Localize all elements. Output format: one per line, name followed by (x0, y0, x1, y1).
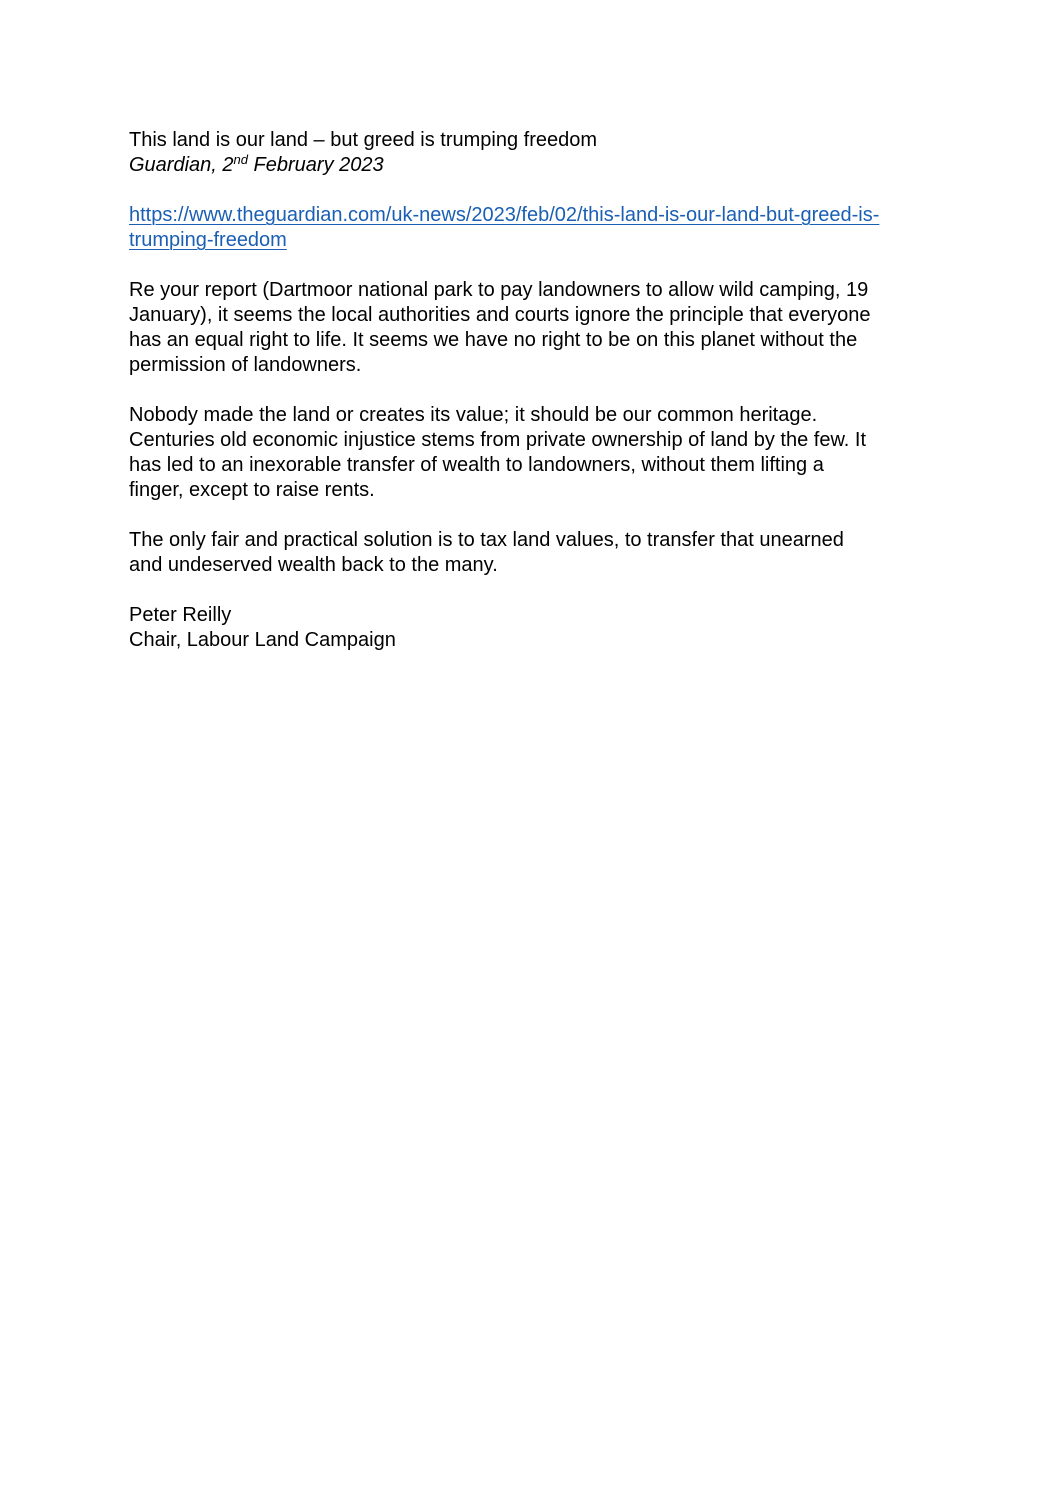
source-suffix: February 2023 (247, 154, 384, 176)
article-link[interactable] (129, 203, 939, 253)
article-title: This land is our land – but greed is trumping freedom (129, 129, 598, 151)
paragraph-line: Nobody made the land or creates its value; it should be our common heritage. (129, 404, 818, 426)
paragraph-line: has an equal right to life. It seems we have no right to be on this planet without the (129, 329, 858, 351)
article-link-line-2: trumping-freedom (129, 229, 287, 251)
signature-block (129, 603, 939, 653)
paragraph-line: Re your report (Dartmoor national park to pay landowners to allow wild camping, 19 (129, 279, 869, 301)
source-superscript: nd (233, 152, 248, 167)
spacer (129, 578, 939, 603)
paragraph-3 (129, 528, 939, 578)
article-source (129, 153, 939, 178)
source-prefix: Guardian, 2 (129, 154, 234, 176)
spacer (129, 253, 939, 278)
spacer (129, 178, 939, 203)
paragraph-line: January), it seems the local authorities and courts ignore the principle that everyone (129, 304, 871, 326)
paragraph-line: permission of landowners. (129, 354, 362, 376)
letter-body (129, 128, 939, 653)
paragraph-1 (129, 278, 939, 378)
paragraph-line: The only fair and practical solution is to tax land values, to transfer that unearned (129, 529, 844, 551)
spacer (129, 378, 939, 403)
paragraph-line: and undeserved wealth back to the many. (129, 554, 498, 576)
spacer (129, 503, 939, 528)
signature-name: Peter Reilly (129, 604, 232, 626)
paragraph-line: Centuries old economic injustice stems from private ownership of land by the few. It (129, 429, 867, 451)
article-link-line-1: https://www.theguardian.com/uk-news/2023/feb/02/this-land-is-our-land-but-greed-is- (129, 204, 880, 226)
paragraph-2 (129, 403, 939, 503)
signature-role: Chair, Labour Land Campaign (129, 629, 396, 651)
paragraph-line: finger, except to raise rents. (129, 479, 375, 501)
paragraph-line: has led to an inexorable transfer of wealth to landowners, without them lifting a (129, 454, 824, 476)
